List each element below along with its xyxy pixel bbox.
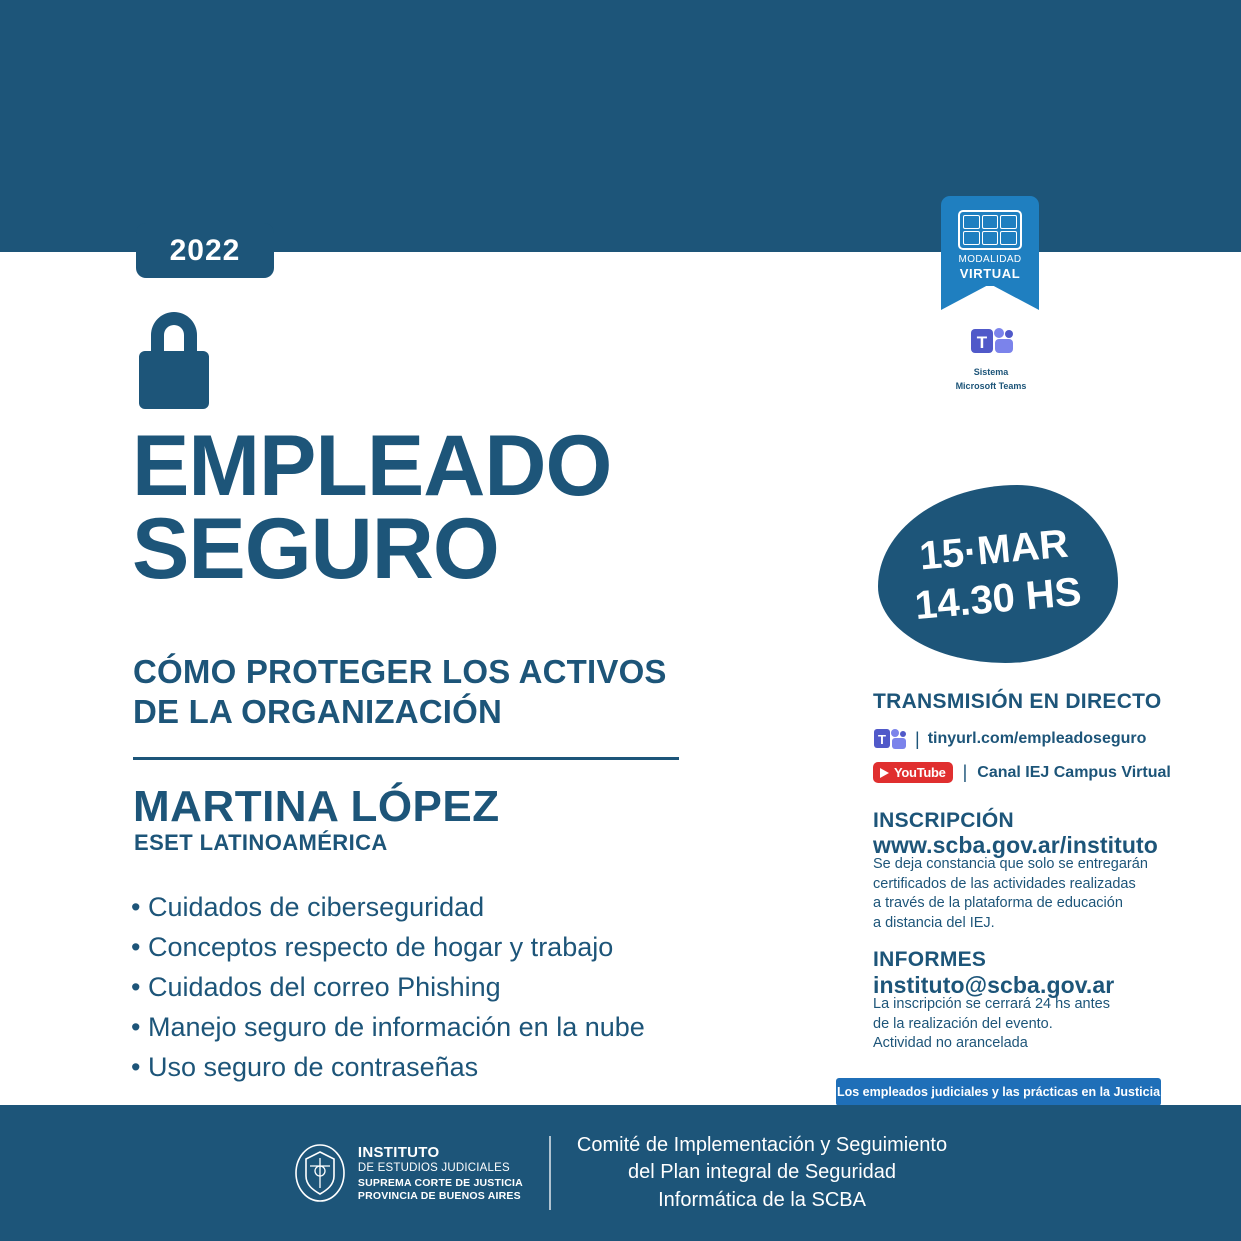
institute-line-4: PROVINCIA DE BUENOS AIRES: [357, 1189, 521, 1202]
information-heading: INFORMES: [873, 948, 987, 971]
registration-note-line-2: certificados de las actividades realizadas: [873, 875, 1136, 892]
institute-line-3: SUPREMA CORTE DE JUSTICIA: [357, 1177, 523, 1190]
subtitle-line-2: DE LA ORGANIZACIÓN: [133, 693, 503, 731]
separator: |: [962, 762, 968, 782]
list-item: • Manejo seguro de información en la nube: [131, 1011, 645, 1042]
committee-line-3: Informática de la SCBA: [658, 1188, 866, 1211]
virtual-modality-badge: [941, 196, 1039, 314]
youtube-wordmark: YouTube: [894, 765, 946, 780]
list-item: • Uso seguro de contraseñas: [131, 1051, 479, 1082]
live-teams-row: [873, 728, 1146, 750]
youtube-channel[interactable]: Canal IEJ Campus Virtual: [977, 763, 1171, 781]
registration-note-line-3: a través de la plataforma de educación: [873, 895, 1123, 912]
teams-icon: [955, 325, 1027, 359]
video-grid-icon: [958, 210, 1022, 250]
committee-block: [577, 1132, 947, 1215]
live-youtube-row: [873, 762, 1171, 783]
teams-caption-line-1: Sistema: [973, 367, 1009, 377]
information-email[interactable]: instituto@scba.gov.ar: [873, 972, 1115, 998]
page-subtitle: [133, 652, 733, 733]
modality-label: MODALIDAD: [958, 254, 1022, 265]
top-banner-fill: [0, 0, 1241, 252]
topics-list: [131, 888, 751, 1088]
svg-text:T: T: [878, 732, 886, 747]
information-note-line-1: La inscripción se cerrará 24 hs antes: [873, 996, 1110, 1012]
live-heading: TRANSMISIÓN EN DIRECTO: [873, 690, 1162, 713]
year-badge: 2022: [136, 223, 274, 278]
speaker-name: MARTINA LÓPEZ: [133, 782, 500, 831]
event-time: 14.30 HS: [913, 569, 1084, 628]
registration-url[interactable]: www.scba.gov.ar/instituto: [873, 832, 1158, 858]
list-item: • Cuidados del correo Phishing: [131, 971, 501, 1002]
teams-caption-line-2: Microsoft Teams: [955, 380, 1027, 391]
institute-line-1: INSTITUTO: [357, 1144, 440, 1161]
registration-note-line-4: a distancia del IEJ.: [873, 914, 995, 931]
youtube-icon[interactable]: [873, 762, 953, 783]
page-title: [132, 418, 772, 598]
committee-line-1: Comité de Implementación y Seguimiento: [576, 1133, 948, 1156]
committee-line-2: del Plan integral de Seguridad: [628, 1161, 896, 1184]
registration-note-line-1: Se deja constancia que solo se entregarán: [873, 856, 1148, 872]
institute-block: [358, 1144, 523, 1202]
svg-text:T: T: [976, 333, 988, 352]
list-item: • Cuidados de ciberseguridad: [131, 892, 485, 922]
subtitle-line-1: CÓMO PROTEGER LOS ACTIVOS: [133, 653, 667, 690]
event-date-time: [892, 517, 1100, 632]
list-item: • Conceptos respecto de hogar y trabajo: [131, 931, 614, 962]
information-note-line-3: Actividad no arancelada: [873, 1035, 1028, 1052]
footer-divider: [549, 1136, 551, 1210]
speaker-organization: ESET LATINOAMÉRICA: [134, 830, 388, 855]
information-note: [873, 995, 1153, 1054]
registration-heading: INSCRIPCIÓN: [873, 809, 1014, 832]
divider: [133, 757, 679, 760]
title-line-2: SEGURO: [132, 501, 499, 598]
top-banner: [0, 0, 1241, 252]
registration-note: [873, 855, 1153, 933]
institute-line-2: DE ESTUDIOS JUDICIALES: [357, 1161, 510, 1174]
coat-of-arms-icon: [294, 1144, 346, 1202]
program-strip: Los empleados judiciales y las prácticas en la Justicia: [836, 1078, 1161, 1106]
badge-tail-shape: [941, 284, 1039, 310]
footer: [0, 1105, 1241, 1241]
lock-icon: [131, 305, 217, 409]
modality-value: VIRTUAL: [959, 266, 1021, 281]
event-date: 15·MAR: [917, 521, 1070, 579]
information-note-line-2: de la realización del evento.: [873, 1015, 1053, 1032]
play-triangle-icon: [880, 768, 889, 778]
teams-icon: [873, 728, 907, 750]
title-line-1: EMPLEADO: [132, 418, 612, 514]
teams-link[interactable]: tinyurl.com/empleadoseguro: [927, 730, 1147, 747]
separator: |: [915, 728, 920, 749]
microsoft-teams-badge: [955, 325, 1027, 392]
